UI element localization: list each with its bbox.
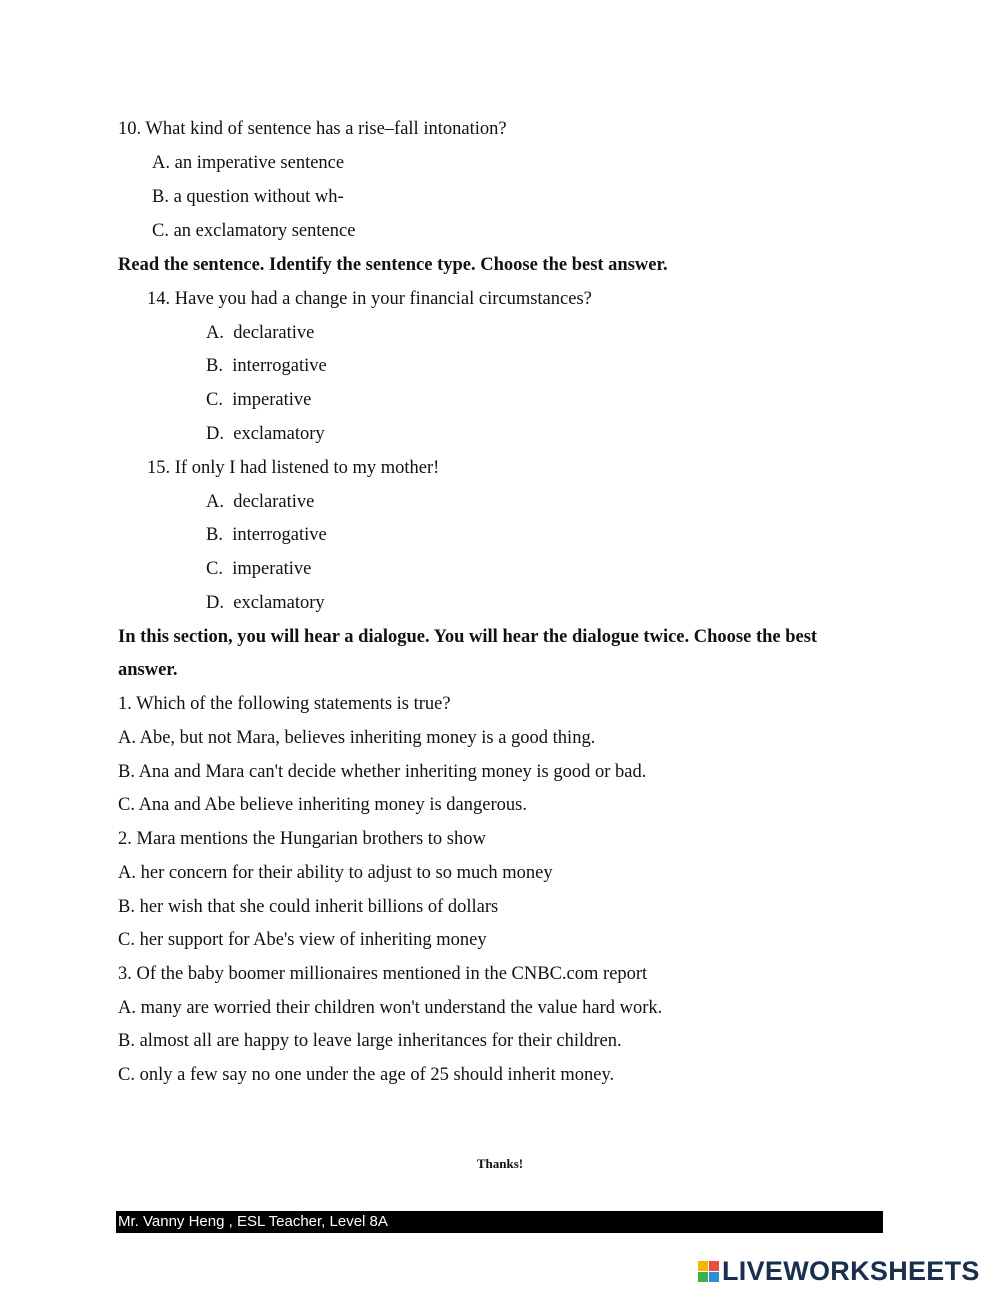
listening-q1-question: 1. Which of the following statements is true? [118, 694, 451, 714]
q14-option-c: C. imperative [206, 390, 312, 410]
logo-text: LIVEWORKSHEETS [722, 1255, 980, 1286]
q10-option-c: C. an exclamatory sentence [152, 221, 356, 241]
logo-block [698, 1272, 708, 1282]
logo-blocks-icon [698, 1261, 719, 1282]
listening-q1-option-c: C. Ana and Abe believe inheriting money is dangerous. [118, 795, 527, 815]
listening-q1-option-b: B. Ana and Mara can't decide whether inheriting money is good or bad. [118, 762, 647, 782]
q10-option-b: B. a question without wh- [152, 187, 344, 207]
listening-q2-option-c: C. her support for Abe's view of inheriting money [118, 930, 487, 950]
footer-bar: Mr. Vanny Heng , ESL Teacher, Level 8A [116, 1211, 883, 1233]
listening-q3-option-b: B. almost all are happy to leave large inheritances for their children. [118, 1031, 622, 1051]
listening-q2-option-b: B. her wish that she could inherit billions of dollars [118, 897, 499, 917]
q15-question: 15. If only I had listened to my mother! [147, 458, 440, 478]
listening-q3-option-c: C. only a few say no one under the age of 25 should inherit money. [118, 1065, 615, 1085]
q15-option-d: D. exclamatory [206, 593, 325, 613]
thanks-text: Thanks! [476, 1156, 524, 1171]
listening-q2-question: 2. Mara mentions the Hungarian brothers to show [118, 829, 486, 849]
listening-q3-option-a: A. many are worried their children won't understand the value hard work. [118, 998, 663, 1018]
q14-option-d: D. exclamatory [206, 424, 325, 444]
q14-question: 14. Have you had a change in your financial circumstances? [147, 289, 592, 309]
section2-instruction-line1: In this section, you will hear a dialogue. You will hear the dialogue twice. Choose the best [118, 627, 818, 647]
listening-q3-question: 3. Of the baby boomer millionaires mentioned in the CNBC.com report [118, 964, 648, 984]
q10-option-a: A. an imperative sentence [152, 153, 345, 173]
logo-block [709, 1261, 719, 1271]
listening-q1-option-a: A. Abe, but not Mara, believes inheriting money is a good thing. [118, 728, 596, 748]
liveworksheets-logo[interactable] [698, 1256, 980, 1286]
listening-q2-option-a: A. her concern for their ability to adjust to so much money [118, 863, 553, 883]
q10-question: 10. What kind of sentence has a rise–fall intonation? [118, 119, 507, 139]
section2-instruction-line2: answer. [118, 660, 178, 680]
q15-option-b: B. interrogative [206, 525, 327, 545]
logo-block [698, 1261, 708, 1271]
q14-option-a: A. declarative [206, 323, 315, 343]
q15-option-a: A. declarative [206, 492, 315, 512]
q14-option-b: B. interrogative [206, 356, 327, 376]
logo-block [709, 1272, 719, 1282]
section1-instruction: Read the sentence. Identify the sentence type. Choose the best answer. [118, 255, 668, 275]
q15-option-c: C. imperative [206, 559, 312, 579]
